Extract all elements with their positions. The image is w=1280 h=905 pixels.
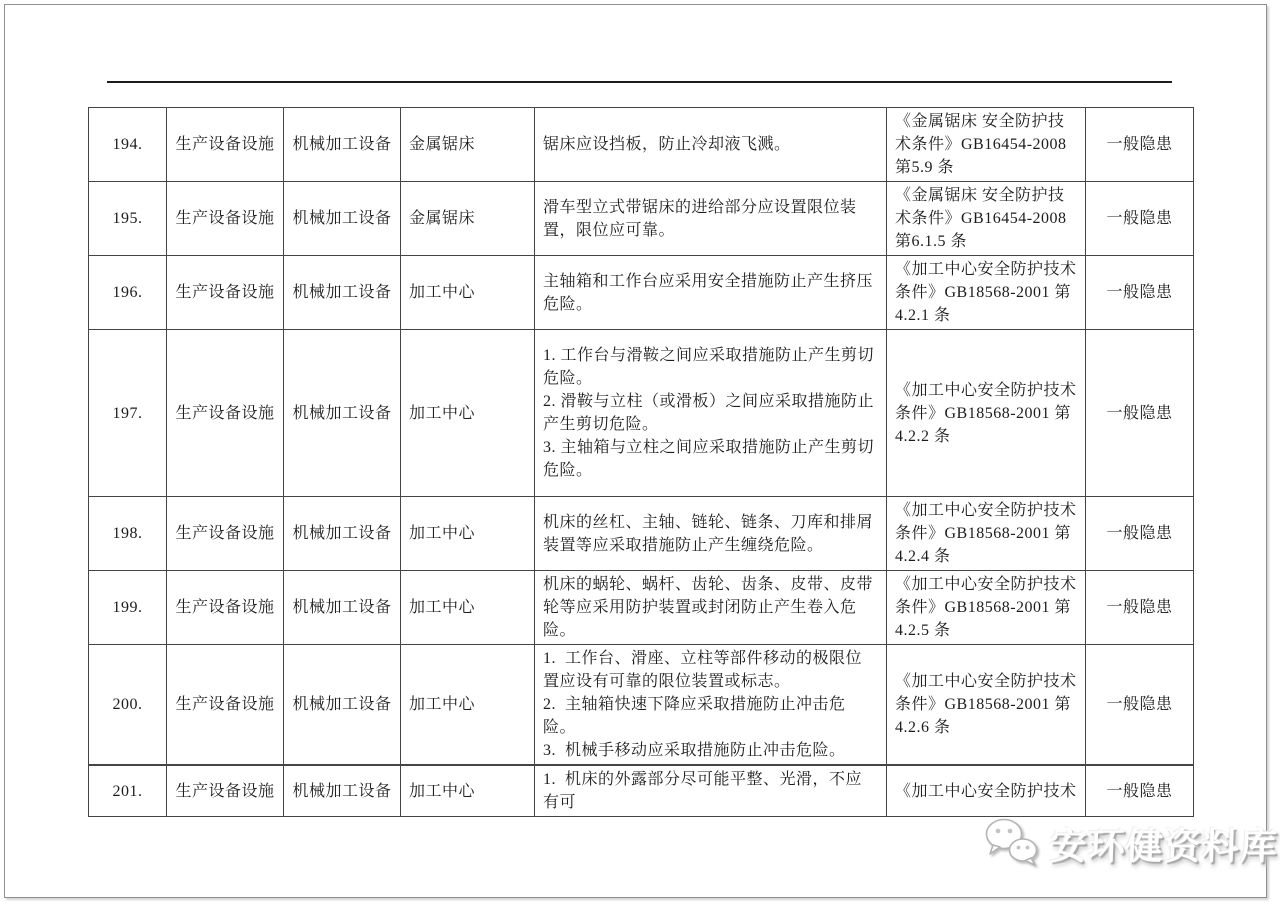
table-row: [89, 330, 1194, 497]
wechat-icon: [983, 817, 1041, 869]
hazard-level-cell: 一般隐患: [1086, 645, 1194, 766]
equipment-cell: 加工中心: [401, 645, 535, 766]
subcategory-cell: 机械加工设备: [284, 108, 401, 182]
requirement-cell: [535, 765, 887, 817]
requirement-text: 滑车型立式带锯床的进给部分应设置限位装置，限位应可靠。: [543, 198, 857, 239]
standard-reference-cell: 《加工中心安全防护技术条件》GB18568-2001 第4.2.5 条: [887, 571, 1086, 645]
hazard-level-cell: 一般隐患: [1086, 497, 1194, 571]
row-number-cell: 198.: [89, 497, 167, 571]
subcategory-cell: 机械加工设备: [284, 330, 401, 497]
watermark: [983, 816, 1278, 870]
row-number-cell: 200.: [89, 645, 167, 766]
hazard-level-cell: 一般隐患: [1086, 108, 1194, 182]
requirement-cell: [535, 497, 887, 571]
requirement-text: 机床的丝杠、主轴、链轮、链条、刀库和排屑装置等应采取措施防止产生缠绕危险。: [543, 513, 874, 554]
requirement-text: 机床的蜗轮、蜗杆、齿轮、齿条、皮带、皮带轮等应采用防护装置或封闭防止产生卷入危险。: [543, 576, 874, 639]
hazard-checklist-table: [88, 107, 1194, 817]
category-cell: 生产设备设施: [167, 108, 284, 182]
requirement-cell: [535, 256, 887, 330]
standard-reference-cell: 《金属锯床 安全防护技术条件》GB16454-2008 第6.1.5 条: [887, 182, 1086, 256]
requirement-text: 3. 机械手移动应采取措施防止冲击危险。: [543, 742, 846, 759]
equipment-cell: 加工中心: [401, 571, 535, 645]
equipment-cell: 加工中心: [401, 256, 535, 330]
category-cell: 生产设备设施: [167, 330, 284, 497]
standard-reference-cell: 《加工中心安全防护技术条件》GB18568-2001 第4.2.2 条: [887, 330, 1086, 497]
standard-reference-cell: 《加工中心安全防护技术条件》GB18568-2001 第4.2.6 条: [887, 645, 1086, 766]
requirement-text: 1. 工作台、滑座、立柱等部件移动的极限位置应设有可靠的限位装置或标志。: [543, 650, 863, 690]
standard-reference-cell: 《金属锯床 安全防护技术条件》GB16454-2008 第5.9 条: [887, 108, 1086, 182]
category-cell: 生产设备设施: [167, 765, 284, 817]
table-row: [89, 182, 1194, 256]
category-cell: 生产设备设施: [167, 497, 284, 571]
requirement-text: 2. 滑鞍与立柱（或滑板）之间应采取措施防止产生剪切危险。: [543, 393, 875, 433]
requirement-text: 2. 主轴箱快速下降应采取措施防止冲击危险。: [543, 696, 846, 736]
category-cell: 生产设备设施: [167, 571, 284, 645]
table-row: [89, 256, 1194, 330]
requirement-cell: [535, 108, 887, 182]
equipment-cell: 金属锯床: [401, 108, 535, 182]
hazard-level-cell: 一般隐患: [1086, 571, 1194, 645]
table-row: [89, 108, 1194, 182]
watermark-text: 安环健资料库: [1049, 827, 1279, 868]
equipment-cell: 加工中心: [401, 765, 535, 817]
header-rule: [107, 81, 1172, 83]
requirement-cell: [535, 645, 887, 766]
requirement-cell: [535, 182, 887, 256]
row-number-cell: 197.: [89, 330, 167, 497]
standard-reference-cell: 《加工中心安全防护技术条件》GB18568-2001 第4.2.1 条: [887, 256, 1086, 330]
subcategory-cell: 机械加工设备: [284, 645, 401, 766]
requirement-text: 1. 机床的外露部分尽可能平整、光滑，不应有可: [543, 771, 863, 811]
hazard-level-cell: 一般隐患: [1086, 256, 1194, 330]
equipment-cell: 金属锯床: [401, 182, 535, 256]
category-cell: 生产设备设施: [167, 645, 284, 766]
subcategory-cell: 机械加工设备: [284, 256, 401, 330]
category-cell: 生产设备设施: [167, 256, 284, 330]
category-cell: 生产设备设施: [167, 182, 284, 256]
table-row: [89, 571, 1194, 645]
hazard-level-cell: 一般隐患: [1086, 765, 1194, 817]
row-number-cell: 194.: [89, 108, 167, 182]
hazard-level-cell: 一般隐患: [1086, 330, 1194, 497]
table-row: [89, 765, 1194, 817]
row-number-cell: 196.: [89, 256, 167, 330]
row-number-cell: 195.: [89, 182, 167, 256]
row-number-cell: 199.: [89, 571, 167, 645]
requirement-text: 锯床应设挡板，防止冷却液飞溅。: [543, 136, 791, 153]
table-row: [89, 645, 1194, 766]
subcategory-cell: 机械加工设备: [284, 182, 401, 256]
subcategory-cell: 机械加工设备: [284, 765, 401, 817]
equipment-cell: 加工中心: [401, 330, 535, 497]
requirement-cell: [535, 571, 887, 645]
table-row: [89, 497, 1194, 571]
subcategory-cell: 机械加工设备: [284, 571, 401, 645]
requirement-text: 主轴箱和工作台应采用安全措施防止产生挤压危险。: [543, 272, 874, 313]
requirement-cell: [535, 330, 887, 497]
subcategory-cell: 机械加工设备: [284, 497, 401, 571]
standard-reference-cell: 《加工中心安全防护技术: [887, 765, 1086, 817]
hazard-level-cell: 一般隐患: [1086, 182, 1194, 256]
equipment-cell: 加工中心: [401, 497, 535, 571]
requirement-text: 1. 工作台与滑鞍之间应采取措施防止产生剪切危险。: [543, 347, 875, 387]
standard-reference-cell: 《加工中心安全防护技术条件》GB18568-2001 第4.2.4 条: [887, 497, 1086, 571]
row-number-cell: 201.: [89, 765, 167, 817]
requirement-text: 3. 主轴箱与立柱之间应采取措施防止产生剪切危险。: [543, 439, 875, 479]
